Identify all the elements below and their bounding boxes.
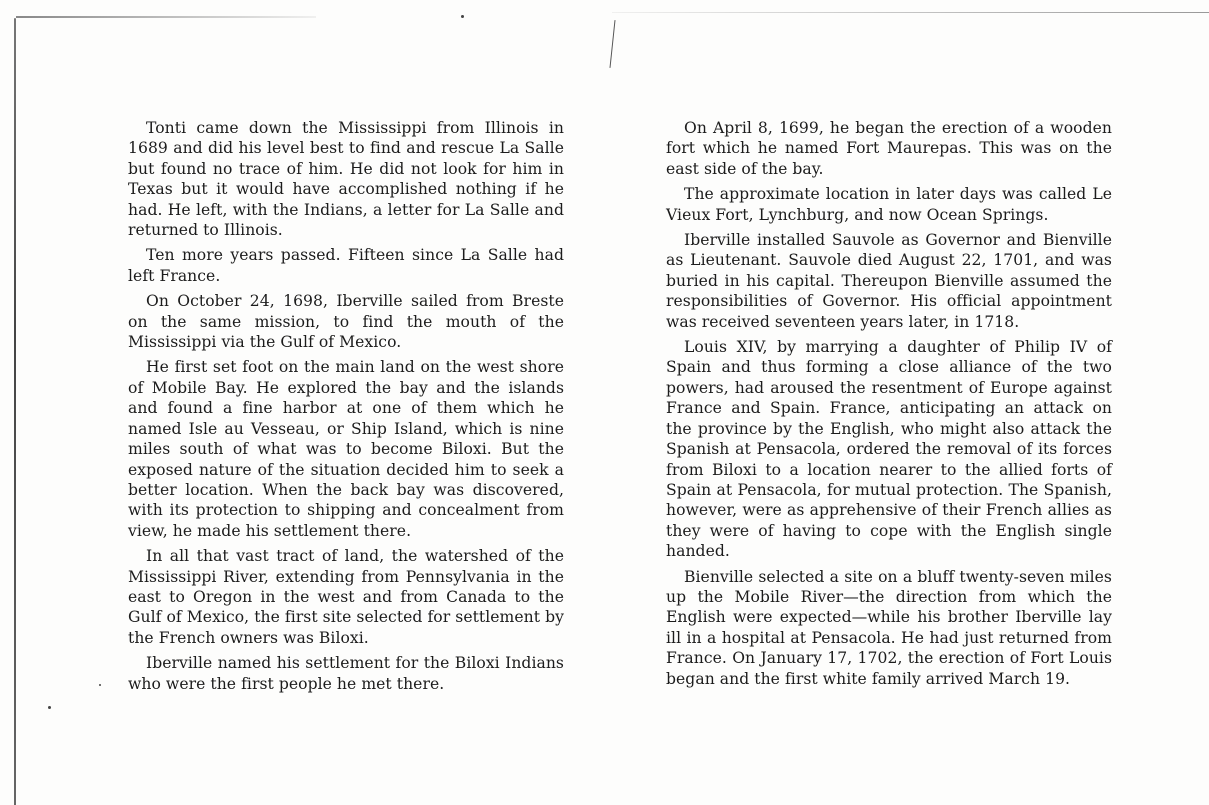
scan-edge-left — [14, 18, 16, 805]
right-paragraph-3: Iberville installed Sauvole as Governor and Bienville as Lieutenant. Sauvole died August 22, 1701, and was buried in his capital. Thereupon Bienville assumed the responsibilities of Governor. His official appointment was received seventeen years later, in 1718. — [666, 231, 1112, 331]
scan-speck — [48, 706, 51, 709]
left-paragraph-1: Tonti came down the Mississippi from Illinois in 1689 and did his level best to find and rescue La Salle but found no trace of him. He did not look for him in Texas but it would have accomplished nothing if he had. He left, with the Indians, a letter for La Salle and returned to Illinois. — [128, 119, 564, 240]
right-paragraph-5: Bienville selected a site on a bluff twenty-seven miles up the Mobile River—the direction from which the English were expected—while his brother Iberville lay ill in a hospital at Pensacola. He had just returned from France. On January 17, 1702, the erection of Fort Louis began and the first white family arrived March 19. — [666, 567, 1112, 688]
left-paragraph-5: In all that vast tract of land, the watershed of the Mississippi River, extending from Pennsylvania in the east to Oregon in the west and from Canada to the Gulf of Mexico, the first site selected for settlement by the French owners was Biloxi. — [128, 547, 564, 647]
left-paragraph-3: On October 24, 1698, Iberville sailed from Breste on the same mission, to find the mouth of the Mississippi via the Gulf of Mexico. — [128, 292, 564, 352]
left-paragraph-2: Ten more years passed. Fifteen since La Salle had left France. — [128, 246, 564, 285]
scan-speck — [461, 15, 464, 18]
right-paragraph-2: The approximate location in later days was called Le Vieux Fort, Lynchburg, and now Ocean Springs. — [666, 185, 1112, 224]
left-page — [128, 118, 564, 699]
scan-edge-top-left — [16, 16, 316, 18]
left-paragraph-4: He first set foot on the main land on the west shore of Mobile Bay. He explored the bay and the islands and found a fine harbor at one of them which he named Isle au Vesseau, or Ship Island, which is nine miles south of what was to become Biloxi. But the exposed nature of the situation decided him to seek a better location. When the back bay was discovered, with its protection to shipping and concealment from view, he made his settlement there. — [128, 358, 564, 540]
gutter-mark — [609, 20, 615, 68]
right-page — [666, 118, 1112, 694]
scan-edge-top-right — [612, 12, 1209, 13]
right-paragraph-4: Louis XIV, by marrying a daughter of Philip IV of Spain and thus forming a close alliance of the two powers, had aroused the resentment of Europe against France and Spain. France, anticipating an attack on the province by the English, who might also attack the Spanish at Pensacola, ordered the removal of its forces from Biloxi to a location nearer to the allied forts of Spain at Pensacola, for mutual protection. The Spanish, however, were as apprehensive of their French allies as they were of having to cope with the English single handed. — [666, 338, 1112, 561]
left-paragraph-6: Iberville named his settlement for the Biloxi Indians who were the first people he met there. — [128, 654, 564, 693]
right-paragraph-1: On April 8, 1699, he began the erection of a wooden fort which he named Fort Maurepas. This was on the east side of the bay. — [666, 119, 1112, 178]
scan-speck — [99, 684, 101, 686]
